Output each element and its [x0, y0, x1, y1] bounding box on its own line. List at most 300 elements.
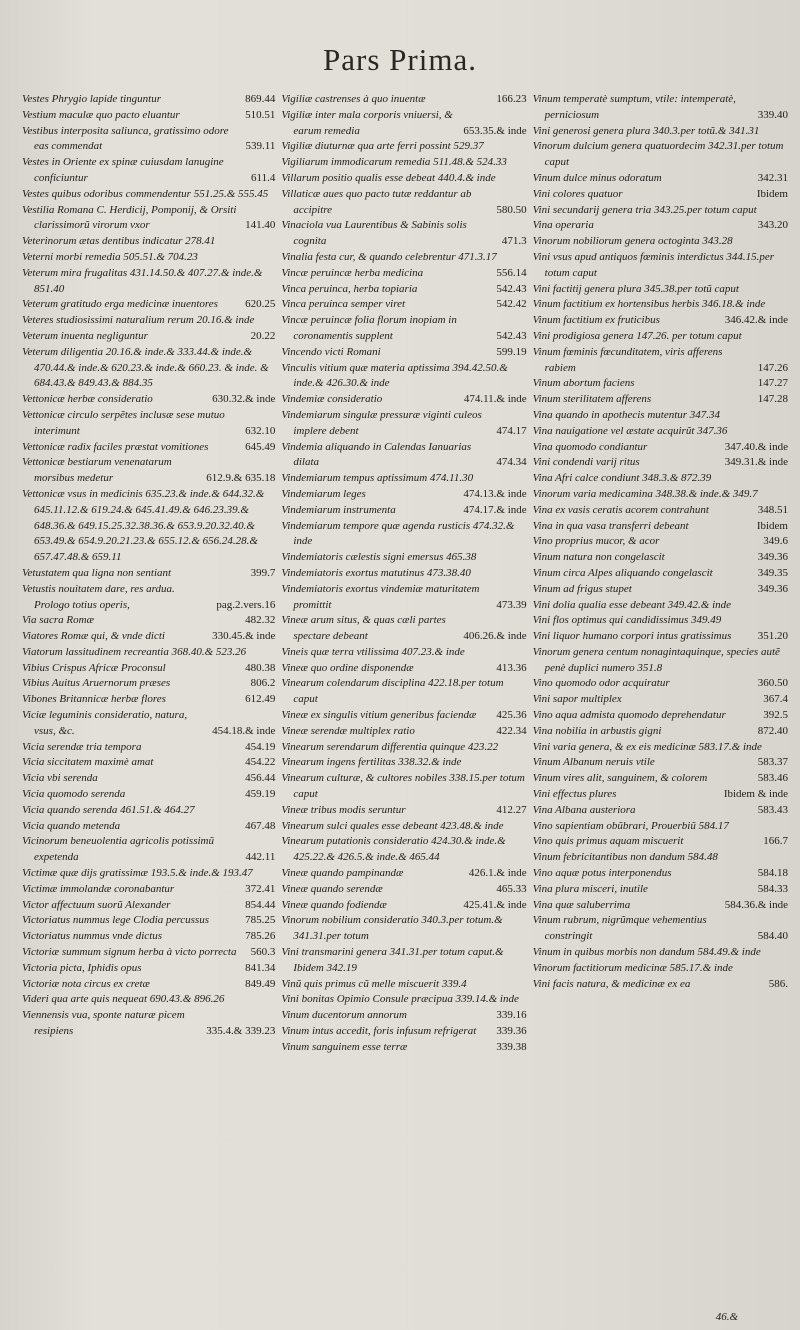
index-entry — [281, 1008, 526, 1024]
entry-text: Vinum natura non congelascit — [532, 551, 665, 564]
entry-reference: 426.1.& inde — [468, 867, 527, 880]
entry-reference: 785.25 — [245, 914, 276, 927]
index-entry — [281, 992, 526, 1008]
entry-text: Vettonicæ circulo serpẽtes inclusæ sese mutuo interimunt — [22, 408, 225, 437]
index-column-2 — [281, 92, 526, 1056]
entry-reference: 806.2 — [250, 677, 276, 690]
index-entry — [533, 250, 788, 282]
index-entry — [533, 487, 788, 503]
index-entry — [533, 613, 788, 629]
index-entry — [533, 582, 788, 598]
index-entry — [281, 187, 526, 219]
entry-text: Vettonicæ vsus in medicinis 635.23.& inde.& 644.32.& 645.11.12.& 619.24.& 645.41.49.& 646.23.39.& 648.36.& 649.15.25.32.38.36.& 653.9.20.32.40.& 653.49.& 654.9.20.21.23.& 655.12.& 656.24.28.& 657.47.48.& 659.11 — [22, 487, 265, 564]
entry-reference: 580.50 — [496, 203, 527, 216]
entry-text: Vinum intus accedit, foris infusum refrigerat — [281, 1025, 477, 1038]
index-entry — [533, 139, 788, 171]
entry-reference: 583.43 — [757, 803, 788, 816]
entry-reference: 339.38 — [496, 1040, 527, 1053]
index-entry — [281, 708, 526, 724]
entry-reference: 360.50 — [757, 677, 788, 690]
entry-reference: 349.35 — [757, 566, 788, 579]
entry-reference: 349.6 — [763, 535, 788, 548]
index-entry — [533, 676, 788, 692]
entry-text: Vini colores quatuor — [532, 187, 623, 200]
entry-text: Vindemiatoris exortus matutinus 473.38.40 — [281, 566, 471, 579]
entry-text: Vino quis primus aquam miscuerit — [532, 835, 684, 848]
entry-text: Vini facis natura, & medicinæ ex ea — [532, 977, 691, 990]
entry-reference: 612.9.& 635.18 — [206, 472, 276, 485]
entry-reference: 147.28 — [757, 393, 788, 406]
entry-text: Veterum inuenta negliguntur — [22, 329, 148, 342]
index-entry — [533, 913, 788, 945]
index-entry — [22, 977, 275, 993]
entry-text: Vestes in Oriente ex spinæ cuiusdam lanugine conficiuntur — [22, 156, 224, 184]
entry-text: Vincæ peruincæ folia florum inopiam in coronamentis supplent — [281, 314, 457, 342]
entry-text: Vinum sanguinem esse terræ — [281, 1040, 408, 1053]
index-entry — [533, 519, 788, 535]
index-entry — [281, 313, 526, 345]
index-entry — [281, 519, 526, 551]
index-entry — [533, 598, 788, 614]
entry-reference: 467.48 — [245, 819, 276, 832]
entry-reference: 422.34 — [496, 724, 527, 737]
catchword: 46.& — [715, 1311, 738, 1323]
entry-reference: 343.20 — [757, 219, 788, 232]
index-entry — [281, 408, 526, 440]
entry-reference: 645.49 — [245, 440, 276, 453]
entry-text: Vini generosi genera plura 340.3.per totũ.& 341.31 — [532, 124, 760, 137]
entry-text: Vini sapor multiplex — [532, 693, 622, 706]
index-entry — [22, 692, 275, 708]
entry-text: Veterinorum ætas dentibus indicatur 278.41 — [22, 235, 216, 248]
index-entry — [281, 740, 526, 756]
entry-text: Vineæ quando pampinandæ — [281, 867, 404, 880]
index-entry — [533, 376, 788, 392]
entry-text: Vinca peruinca, herba topiaria — [281, 282, 418, 295]
index-entry — [533, 424, 788, 440]
index-entry — [22, 566, 275, 582]
entry-reference: 339.36 — [496, 1025, 527, 1038]
entry-text: Vicia quando serenda 461.51.& 464.27 — [22, 803, 195, 816]
entry-text: Vestibus interposita saliunca, gratissimo odore eas commendat — [22, 124, 229, 153]
entry-text: Vinearum ingens fertilitas 338.32.& inde — [281, 756, 462, 769]
index-entry — [22, 945, 275, 961]
entry-reference: 841.34 — [245, 961, 276, 974]
entry-text: Vinorum dulcium genera quatuordecim 342.31.per totum caput — [532, 140, 784, 169]
index-entry — [22, 834, 275, 866]
entry-text: Vibius Auitus Aruernorum præses — [22, 677, 171, 690]
index-entry — [533, 534, 788, 550]
entry-text: Vigiliarum immodicarum remedia 511.48.& 524.33 — [281, 156, 507, 169]
index-entry — [533, 882, 788, 898]
index-entry — [22, 92, 275, 108]
entry-text: Vineæ ex singulis vitium generibus faciendæ — [281, 709, 477, 722]
index-entry — [22, 882, 275, 898]
entry-text: Vina in qua vasa transferri debeant — [532, 519, 689, 532]
index-entry — [22, 913, 275, 929]
entry-reference: 612.49 — [245, 693, 276, 706]
entry-text: Vinum abortum faciens — [532, 377, 635, 390]
index-entry — [281, 487, 526, 503]
entry-reference: 586. — [768, 977, 788, 990]
entry-text: Veterum gratitudo erga medicinæ inuentores — [22, 298, 218, 311]
entry-reference: 471.3 — [501, 235, 527, 248]
index-entry — [22, 645, 275, 661]
index-entry — [533, 708, 788, 724]
entry-text: Vinum rubrum, nigrũmque vehementius constringit — [532, 914, 707, 943]
entry-reference: 166.7 — [763, 835, 788, 848]
entry-text: Vettonicæ bestiarum venenatarum morsibus medetur — [22, 456, 172, 485]
entry-reference: 342.31 — [757, 171, 788, 184]
entry-reference: 147.27 — [757, 377, 788, 390]
index-entry — [22, 613, 275, 629]
entry-text: Vinorum varia medicamina 348.38.& inde.& 349.7 — [532, 487, 758, 500]
index-entry — [281, 108, 526, 140]
entry-reference: 349.36 — [757, 582, 788, 595]
index-entry — [281, 282, 526, 298]
index-entry — [533, 345, 788, 377]
entry-text: Vina nauigatione vel æstate acquirũt 347.36 — [532, 424, 728, 437]
entry-text: Vina quomodo condiantur — [532, 440, 648, 453]
index-entry — [22, 629, 275, 645]
entry-reference: 480.38 — [245, 661, 276, 674]
entry-text: Vicia quando metenda — [22, 819, 121, 832]
entry-text: Vicia serendæ tria tempora — [22, 740, 142, 753]
index-entry — [533, 187, 788, 203]
index-entry — [281, 266, 526, 282]
entry-text: Veteres studiosissimi naturalium rerum 20.16.& inde — [22, 314, 255, 327]
entry-reference: 347.40.& inde — [724, 440, 788, 453]
index-entry — [281, 866, 526, 882]
index-entry — [533, 471, 788, 487]
entry-reference: 611.4 — [250, 171, 276, 184]
index-entry — [533, 313, 788, 329]
index-entry — [281, 155, 526, 171]
index-entry — [281, 803, 526, 819]
entry-text: Vina nobilia in arbustis gigni — [532, 724, 662, 737]
entry-reference: 542.43 — [496, 282, 527, 295]
entry-text: Vineæ quando fodiendæ — [281, 898, 387, 911]
entry-text: Vinum in quibus morbis non dandum 584.49.& inde — [532, 946, 761, 959]
entry-reference: 465.33 — [496, 882, 527, 895]
index-entry — [281, 297, 526, 313]
entry-reference: 584.33 — [757, 882, 788, 895]
entry-reference: 539.11 — [245, 140, 276, 153]
index-entry — [281, 582, 526, 614]
index-entry — [281, 139, 526, 155]
entry-text: Vino sapientiam obũbrari, Prouerbiũ 584.17 — [532, 819, 729, 832]
entry-text: Vini secundarij genera tria 343.25.per totum caput — [532, 203, 757, 216]
index-entry — [533, 787, 788, 803]
index-entry — [281, 945, 526, 977]
entry-text: Vineæ serendæ multiplex ratio — [281, 724, 415, 737]
entry-text: Vindemiarum tempus aptissimum 474.11.30 — [281, 472, 474, 485]
entry-text: Vinorum nobiliorum genera octoginta 343.28 — [532, 235, 733, 248]
index-entry — [22, 392, 275, 408]
entry-text: Vigiliæ castrenses à quo inuentæ — [281, 93, 426, 105]
index-entry — [281, 898, 526, 914]
entry-reference: 560.3 — [250, 946, 276, 959]
entry-reference: 351.20 — [757, 630, 788, 643]
entry-text: Vestium maculæ quo pacto eluantur — [22, 108, 180, 121]
entry-reference: 556.14 — [496, 266, 527, 279]
index-entry — [533, 455, 788, 471]
index-entry — [22, 313, 275, 329]
index-entry — [533, 803, 788, 819]
entry-text: Vini flos optimus qui candidissimus 349.49 — [532, 614, 722, 627]
entry-reference: 632.10 — [245, 424, 276, 437]
entry-text: Vigiliæ diuturnæ qua arte ferri possint 529.37 — [281, 140, 484, 153]
entry-text: Viatores Romæ qui, & vnde dicti — [22, 630, 165, 643]
index-entry — [533, 218, 788, 234]
entry-reference: 335.4.& 339.23 — [206, 1025, 276, 1038]
entry-text: Vini effectus plures — [532, 788, 617, 801]
index-entry — [281, 250, 526, 266]
entry-reference: 510.51 — [245, 108, 276, 121]
index-entry — [22, 345, 275, 392]
index-entry — [22, 266, 275, 298]
entry-text: Vindemiatoris exortus vindemiæ maturitatem promittit — [281, 582, 480, 611]
index-entry — [533, 408, 788, 424]
entry-text: Vindemiarum instrumenta — [281, 503, 396, 516]
entry-reference: 412.27 — [496, 803, 527, 816]
entry-reference: 620.25 — [245, 298, 276, 311]
entry-reference: 599.19 — [496, 345, 527, 358]
entry-text: Viciæ leguminis consideratio, natura, vsus, &c. — [22, 709, 188, 737]
entry-text: Villaticæ aues quo pacto tutæ reddantur ab accipitre — [281, 187, 472, 216]
entry-text: Vestes quibus odoribus commendentur 551.25.& 555.45 — [22, 187, 269, 200]
entry-text: Vibones Britannicæ herbæ flores — [22, 693, 166, 706]
index-entry — [533, 834, 788, 850]
entry-reference: 583.37 — [757, 756, 788, 769]
entry-text: Vinculis vitium quæ materia aptissima 394.42.50.& inde.& 426.30.& inde — [281, 361, 508, 390]
index-entry — [22, 250, 275, 266]
entry-reference: 442.11 — [245, 851, 276, 864]
entry-reference: Ibidem & inde — [723, 788, 788, 801]
entry-reference: 454.22 — [245, 756, 276, 769]
index-entry — [533, 850, 788, 866]
index-entry — [281, 613, 526, 645]
entry-reference: 474.13.& inde — [463, 487, 527, 500]
entry-text: Via sacra Romæ — [22, 614, 94, 627]
entry-text: Victoriatus nummus lege Clodia percussus — [22, 914, 209, 927]
entry-text: Vinorum factitiorum medicinæ 585.17.& inde — [532, 961, 733, 974]
index-entry — [22, 582, 275, 614]
index-entry — [22, 819, 275, 835]
index-entry — [281, 218, 526, 250]
entry-reference: 392.5 — [763, 709, 788, 722]
index-entry — [533, 566, 788, 582]
entry-text: Vincendo victi Romani — [281, 345, 381, 358]
entry-text: Vina Albana austeriora — [532, 803, 636, 816]
entry-text: Victimæ immolandæ coronabantur — [22, 882, 175, 895]
index-entry — [533, 92, 788, 124]
entry-text: Videri qua arte quis nequeat 690.43.& 896.26 — [22, 993, 225, 1006]
entry-text: Vinum febricitantibus non dandum 584.48 — [532, 851, 718, 864]
index-entry — [22, 297, 275, 313]
index-entry — [22, 455, 275, 487]
entry-text: Vinearum serendarum differentia quinque 423.22 — [281, 740, 499, 753]
index-column-3 — [533, 92, 788, 1056]
index-entry — [281, 661, 526, 677]
index-entry — [533, 740, 788, 756]
entry-reference: pag.2.vers.16 — [216, 598, 276, 611]
entry-reference: 147.26 — [757, 361, 788, 374]
index-entry — [22, 329, 275, 345]
entry-reference: 630.32.& inde — [212, 393, 276, 406]
index-entry — [281, 92, 526, 108]
entry-text: Victoria picta, Iphidis opus — [22, 961, 142, 974]
entry-text: Vinum Albanum neruis vtile — [532, 756, 655, 769]
entry-text: Viennensis vua, sponte naturæ picem resipiens — [22, 1009, 185, 1038]
index-entry — [281, 566, 526, 582]
index-entry — [533, 945, 788, 961]
entry-text: Vincæ peruincæ herba medicina — [281, 266, 424, 279]
index-entry — [281, 171, 526, 187]
entry-reference: 348.51 — [757, 503, 788, 516]
entry-text: Veterum mira frugalitas 431.14.50.& 407.27.& inde.& 851.40 — [22, 266, 263, 295]
entry-reference: 854.44 — [245, 898, 276, 911]
entry-text: Vinalia festa cur, & quando celebrentur 471.3.17 — [281, 250, 497, 263]
index-entry — [22, 866, 275, 882]
index-entry — [22, 187, 275, 203]
entry-text: Vinorum genera centum nonagintaquinque, species autẽ penè duplici numero 351.8 — [532, 645, 780, 674]
index-entry — [533, 392, 788, 408]
index-entry — [281, 977, 526, 993]
index-entry — [281, 1024, 526, 1040]
entry-text: Vinca peruinca semper viret — [281, 298, 406, 311]
entry-text: Vicinorum beneuolentia agricolis potissimũ expetenda — [22, 835, 214, 864]
entry-text: Vinum factitium ex fruticibus — [532, 314, 660, 327]
index-entry — [533, 440, 788, 456]
index-entry — [281, 834, 526, 866]
index-entry — [22, 108, 275, 124]
entry-reference: 330.45.& inde — [212, 630, 276, 643]
index-entry — [22, 740, 275, 756]
entry-reference: 454.18.& inde — [212, 724, 276, 737]
entry-reference: 584.18 — [757, 867, 788, 880]
index-entry — [281, 1040, 526, 1056]
index-entry — [22, 440, 275, 456]
entry-text: Vindemiarum singulæ pressuræ viginti culeos implere debent — [281, 408, 482, 437]
entry-text: Vina Afri calce condiunt 348.3.& 872.39 — [532, 472, 712, 485]
entry-reference: 399.7 — [250, 566, 276, 579]
entry-text: Vinum dulce minus odoratum — [532, 171, 662, 184]
index-entry — [281, 361, 526, 393]
entry-text: Victoriæ nota circus ex cretæ — [22, 977, 150, 990]
entry-reference: 474.11.& inde — [463, 393, 527, 406]
entry-reference: 141.40 — [245, 219, 276, 232]
entry-text: Vinearum putationis consideratio 424.30.& inde.& 425.22.& 426.5.& inde.& 465.44 — [281, 835, 506, 864]
index-entry — [22, 234, 275, 250]
entry-text: Vini prodigiosa genera 147.26. per totum caput — [532, 329, 742, 342]
entry-reference: 339.16 — [496, 1009, 527, 1022]
entry-reference: 849.49 — [245, 977, 276, 990]
index-entry — [22, 755, 275, 771]
entry-reference: 584.40 — [757, 930, 788, 943]
entry-reference: 367.4 — [763, 693, 788, 706]
entry-text: Vindemiarum leges — [281, 487, 366, 500]
index-entry — [533, 550, 788, 566]
entry-text: Vinum fœminis fœcunditatem, viris afferens rabiem — [532, 345, 723, 374]
entry-text: Vineæ arum situs, & quas cæli partes spectare debeant — [281, 614, 446, 643]
entry-text: Vina quando in apothecis mutentur 347.34 — [532, 408, 721, 421]
entry-reference: 346.42.& inde — [724, 314, 788, 327]
entry-text: Vettonicæ radix faciles præstat vomitiones — [22, 440, 209, 453]
entry-text: Vindemiatoris cælestis signi emersus 465.38 — [281, 551, 477, 564]
entry-text: Vinearum culturæ, & cultores nobiles 338.15.per totum caput — [281, 772, 525, 801]
entry-text: Vetustis nouitatem dare, res ardua. Prologo totius operis, — [22, 582, 175, 611]
index-entry — [22, 408, 275, 440]
entry-reference: 474.17 — [496, 424, 527, 437]
index-entry — [281, 913, 526, 945]
entry-reference: 406.26.& inde — [463, 630, 527, 643]
entry-text: Vinum vires alit, sanguinem, & colorem — [532, 772, 708, 785]
index-entry — [533, 503, 788, 519]
entry-text: Vino quomodo odor acquiratur — [532, 677, 670, 690]
entry-reference: 869.44 — [245, 93, 276, 105]
entry-reference: 20.22 — [250, 329, 276, 342]
entry-text: Vestilia Romana C. Herdicij, Pomponij, & Orsiti clarissimorũ virorum vxor — [22, 203, 237, 232]
entry-text: Vini vsus apud antiquos fœminis interdictus 344.15.per totum caput — [532, 250, 775, 279]
entry-text: Victimæ quæ dijs gratissimæ 193.5.& inde.& 193.47 — [22, 867, 253, 880]
entry-text: Vina operaria — [532, 219, 594, 232]
index-entry — [281, 676, 526, 708]
entry-text: Veterni morbi remedia 505.51.& 704.23 — [22, 250, 198, 263]
entry-reference: 372.41 — [245, 882, 276, 895]
entry-text: Vini transmarini genera 341.31.per totum caput.& Ibidem 342.19 — [281, 946, 504, 974]
entry-text: Vindemia aliquando in Calendas Ianuarias dilata — [281, 440, 472, 469]
index-entry — [533, 329, 788, 345]
index-entry — [533, 819, 788, 835]
index-entry — [281, 771, 526, 803]
entry-text: Victoriatus nummus vnde dictus — [22, 930, 163, 943]
entry-reference: 349.31.& inde — [724, 456, 788, 469]
entry-text: Vini liquor humano corpori intus gratissimus — [532, 630, 732, 643]
entry-reference: 785.26 — [245, 930, 276, 943]
entry-text: Vinearum colendarum disciplina 422.18.per totum caput — [281, 677, 504, 706]
index-column-1 — [22, 92, 275, 1056]
entry-text: Vina plura misceri, inutile — [532, 882, 648, 895]
entry-text: Vinorum nobilium consideratio 340.3.per totum.& 341.31.per totum — [281, 914, 503, 943]
entry-text: Vinum circa Alpes aliquando congelascit — [532, 566, 713, 579]
entry-text: Vetustatem qua ligna non sentiant — [22, 566, 172, 579]
entry-text: Vini factitij genera plura 345.38.per totũ caput — [532, 282, 739, 295]
entry-text: Vino aquæ potus interponendus — [532, 867, 672, 880]
entry-reference: 166.23 — [496, 93, 527, 105]
index-entry — [22, 787, 275, 803]
index-entry — [533, 203, 788, 219]
entry-reference: 425.41.& inde — [463, 898, 527, 911]
entry-text: Vino aqua admista quomodo deprehendatur — [532, 709, 726, 722]
index-entry — [533, 866, 788, 882]
entry-text: Vineis quæ terra vtilissima 407.23.& inde — [281, 645, 465, 658]
index-entry — [281, 392, 526, 408]
index-entry — [533, 961, 788, 977]
index-entry — [281, 645, 526, 661]
index-entry — [533, 977, 788, 993]
entry-text: Vini dolia qualia esse debeant 349.42.& inde — [532, 598, 732, 611]
entry-text: Vini condendi varij ritus — [532, 456, 640, 469]
entry-reference: 482.32 — [245, 614, 276, 627]
index-entry — [533, 755, 788, 771]
entry-text: Vicia vbi serenda — [22, 772, 98, 785]
entry-text: Vinum sterilitatem afferens — [532, 393, 652, 406]
index-entry — [22, 203, 275, 235]
index-entry — [22, 898, 275, 914]
index-entry — [22, 992, 275, 1008]
entry-reference: Ibidem — [756, 519, 788, 532]
